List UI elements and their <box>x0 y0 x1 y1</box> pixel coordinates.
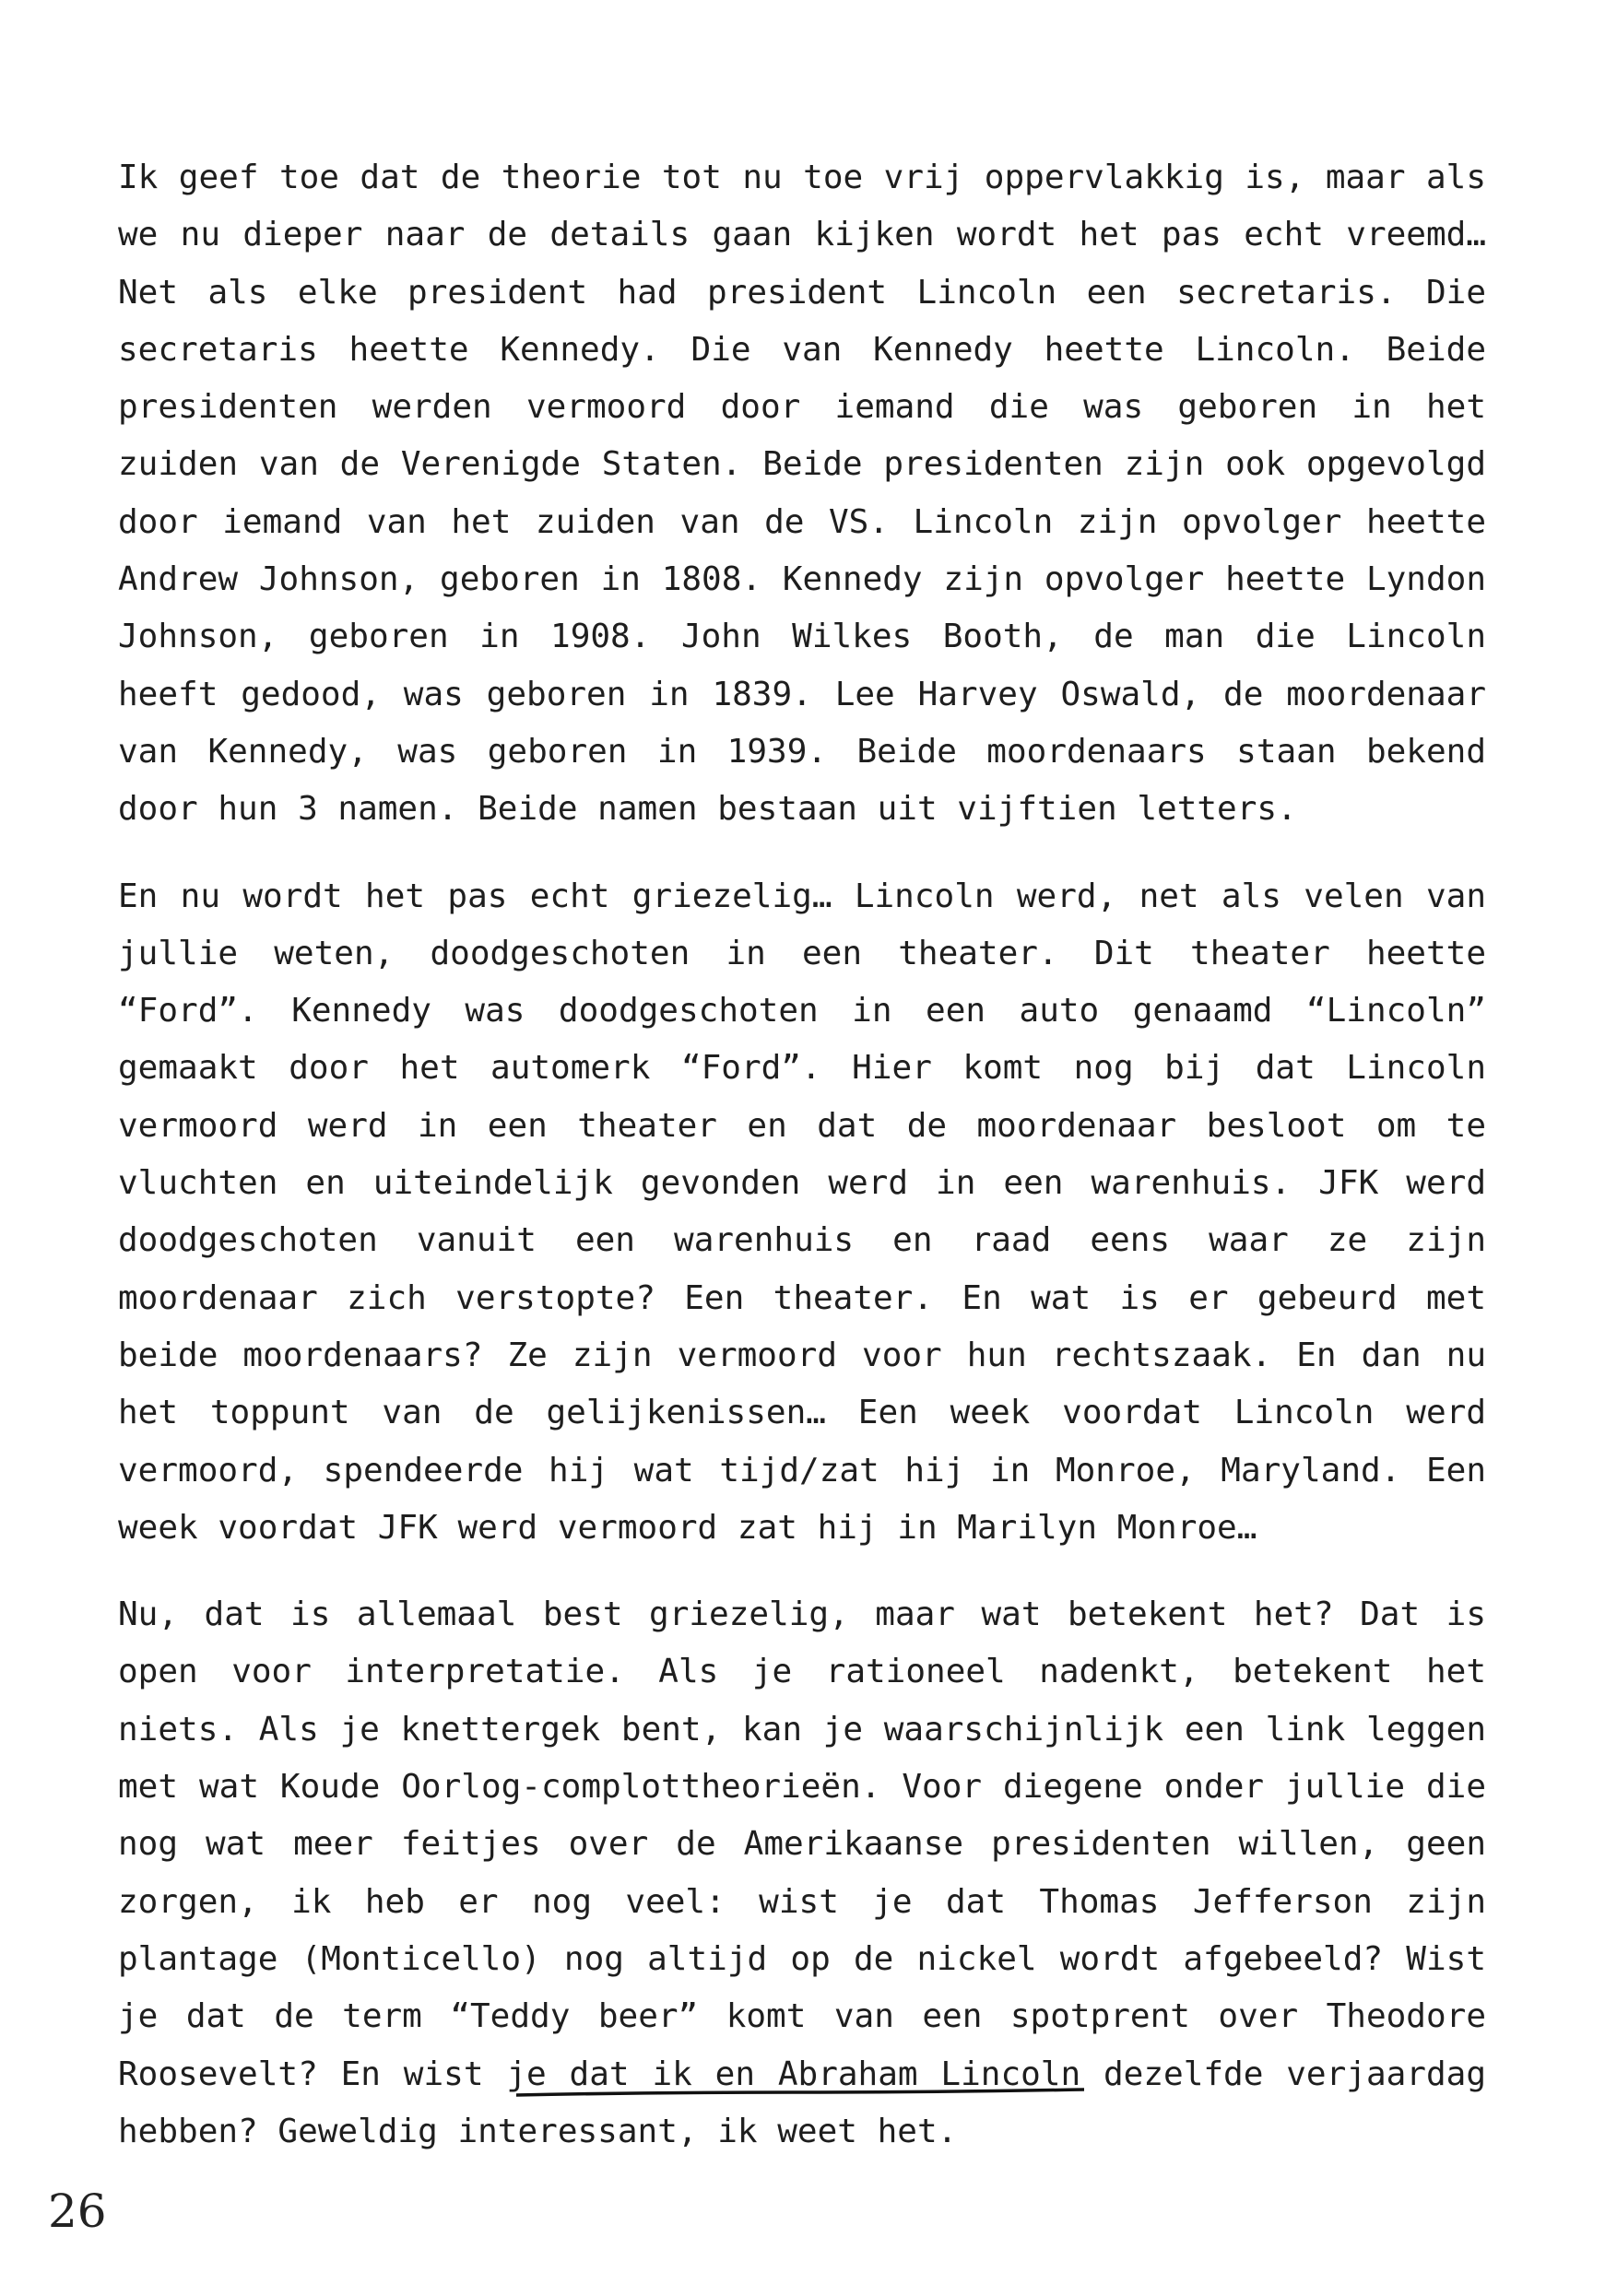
paragraph-2: En nu wordt het pas echt griezelig… Lincoln werd, net als velen van jullie weten, doodgeschoten in een theater. Dit theater heette “Ford”. Kennedy was doodgeschoten in een auto genaamd “Lincoln” gemaakt door het automerk “Ford”. Hier komt nog bij dat Lincoln vermoord werd in een theater en dat de moordenaar besloot om te vluchten en uiteindelijk gevonden werd in een warenhuis. JFK werd doodgeschoten vanuit een warenhuis en raad eens waar ze zijn moordenaar zich verstopte? Een theater. En wat is er gebeurd met beide moordenaars? Ze zijn vermoord voor hun rechtszaak. En dan nu het toppunt van de gelijkenissen… Een week voordat Lincoln werd vermoord, spendeerde hij wat tijd/zat hij in Monroe, Maryland. Een week voordat JFK werd vermoord zat hij in Marilyn Monroe… <box>118 877 1486 1547</box>
paragraph-3: Nu, dat is allemaal best griezelig, maar wat betekent het? Dat is open voor interpretatie. Als je rationeel nadenkt, betekent het niets. Als je knettergek bent, kan je waarschijnlijk een link leggen met wat Koude Oorlog-complottheorieën. Voor diegene onder jullie die nog wat meer feitjes over de Amerikaanse presidenten willen, geen zorgen, ik heb er nog veel: wist je dat Thomas Jefferson zijn plantage (Monticello) nog altijd op de nickel wordt afgebeeld? Wist je dat de term “Teddy beer” komt van een spotprent over Theodore Roosevelt? En wist je dat ik en Abraham Lincoln dezelfde verjaardag hebben? Geweldig interessant, ik weet het. <box>118 1595 1486 2150</box>
section-divider <box>516 2077 1084 2113</box>
page-number: 26 <box>48 2184 107 2238</box>
body-text <box>118 149 1486 2161</box>
paragraph-1: Ik geef toe dat de theorie tot nu toe vrij oppervlakkig is, maar als we nu dieper naar de details gaan kijken wordt het pas echt vreemd… Net als elke president had president Lincoln een secretaris. Die secretaris heette Kennedy. Die van Kennedy heette Lincoln. Beide presidenten werden vermoord door iemand die was geboren in het zuiden van de Verenigde Staten. Beide presidenten zijn ook opgevolgd door iemand van het zuiden van de VS. Lincoln zijn opvolger heette Andrew Johnson, geboren in 1808. Kennedy zijn opvolger heette Lyndon Johnson, geboren in 1908. John Wilkes Booth, de man die Lincoln heeft gedood, was geboren in 1839. Lee Harvey Oswald, de moordenaar van Kennedy, was geboren in 1939. Beide moordenaars staan bekend door hun 3 namen. Beide namen bestaan uit vijftien letters. <box>118 159 1486 829</box>
